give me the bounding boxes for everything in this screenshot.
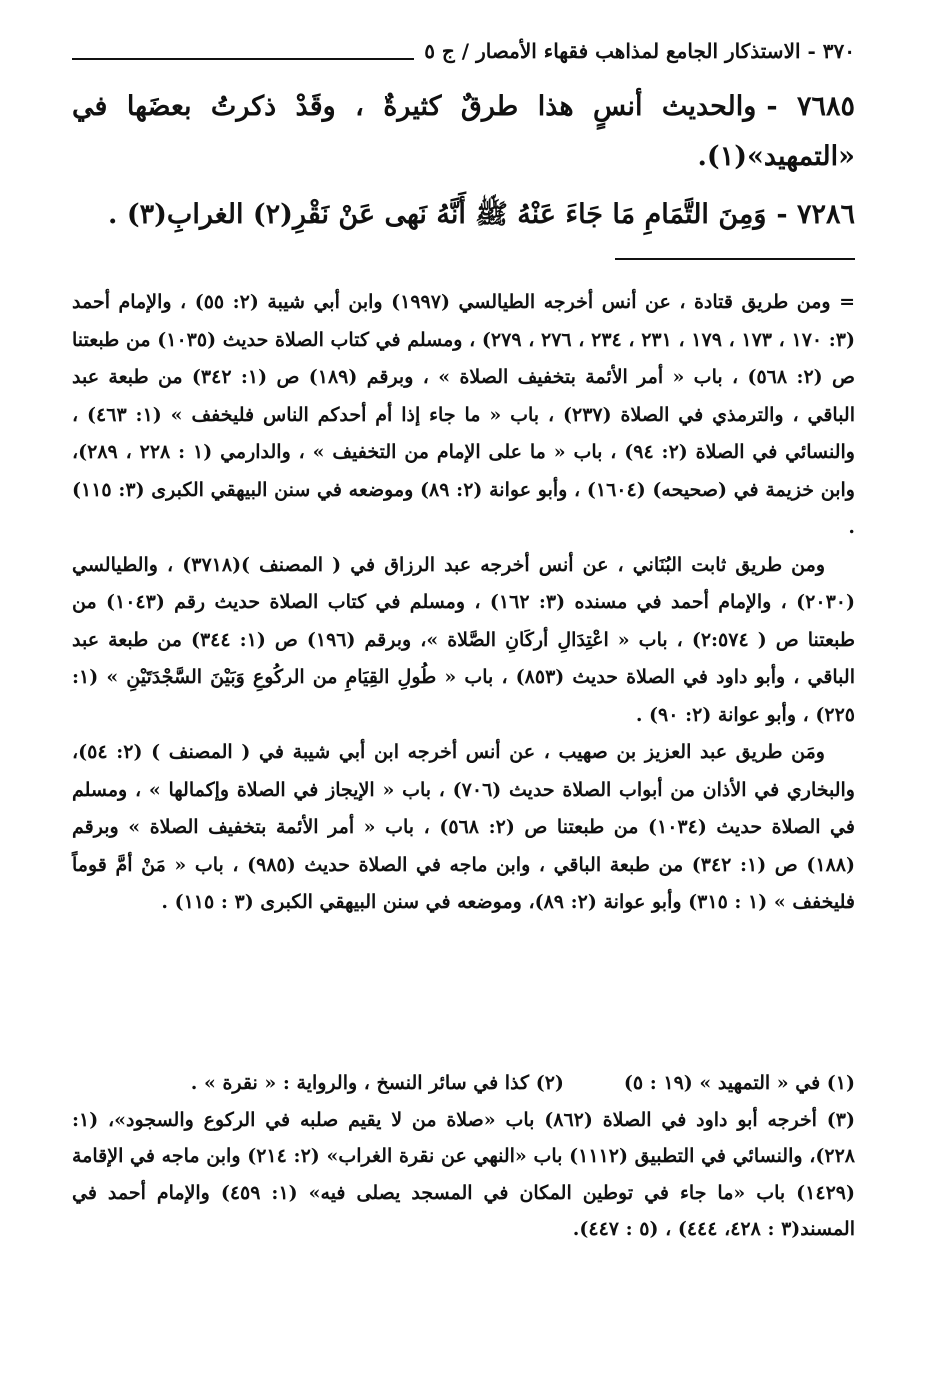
footnotes-block xyxy=(72,1065,855,1248)
paragraph-text: وَمِنَ التَّمَامِ مَا جَاءَ عَنْهُ ﷺ أَنَّهُ نَهى عَنْ نَقْرِ(٢) الغرابِ(٣) . xyxy=(108,199,767,230)
running-head-rule xyxy=(72,58,414,60)
note-paragraph-thabit: ومن طريق ثابت البُنَاني ، عن أنس أخرجه عبد الرزاق في ( المصنف )(٣٧١٨) ، والطيالسي (٢٠٣٠) ، والإمام أحمد في مسنده (٣: ١٦٢) ، ومسلم في كتاب الصلاة حديث رقم (١٠٤٣) من طبعتنا ص ( ٢:٥٧٤) ، باب « اعْتِدَالِ أركَانِ الصَّلاة »، وبرقم (١٩٦) ص (١: ٣٤٤) من طبعة عبد الباقي ، وأبو داود في الصلاة حديث (٨٥٣) ، باب « طُولِ القِيَامِ من الركُوعِ وَبَيْنَ السَّجْدَتَيْنِ » (١: ٢٢٥) ، وأبو عوانة (٢: ٩٠) . xyxy=(72,553,855,726)
main-text xyxy=(72,82,855,248)
footnote-2: (٢) كذا في سائر النسخ ، والرواية : « نقرة » . xyxy=(190,1072,564,1094)
paragraph-number: ٧٢٨٦ - xyxy=(776,199,855,230)
main-paragraph-7286 xyxy=(72,190,855,240)
footnotes-row-1-2 xyxy=(72,1065,855,1102)
notes-divider xyxy=(615,258,855,260)
running-head-text: ٣٧٠ - الاستذكار الجامع لمذاهب فقهاء الأمصار / ج ٥ xyxy=(424,39,855,63)
footnote-3: (٣) أخرجه أبو داود في الصلاة (٨٦٢) باب «صلاة من لا يقيم صلبه في الركوع والسجود»، (١: ٢٢٨)، والنسائي في التطبيق (١١١٢) باب «النهي عن نقرة الغراب» (٢: ٢١٤) وابن ماجه في الإقامة (١٤٢٩) باب «ما جاء في توطين المكان في المسجد يصلى فيه» (١: ٤٥٩) والإمام أحمد في المسند(٣ : ٤٢٨، ٤٤٤) ، (٥ : ٤٤٧). xyxy=(72,1108,856,1240)
paragraph-text: والحديث أنسٍ هذا طرقٌ كثيرةٌ ، وقَدْ ذكرتُ بعضَها في «التمهيد»(١). xyxy=(72,91,855,172)
main-paragraph-7685 xyxy=(72,82,855,182)
paragraph-number: ٧٦٨٥ - xyxy=(766,91,855,122)
running-head xyxy=(72,30,855,70)
note-paragraph-abdulaziz: ومَن طريق عبد العزيز بن صهيب ، عن أنس أخرجه ابن أبي شيبة في ( المصنف ) (٢: ٥٤)، والبخاري في الأذان من أبواب الصلاة حديث (٧٠٦) ، باب « الإيجاز في الصلاة وإكمالها » ، ومسلم في الصلاة حديث (١٠٣٤) من طبعتنا ص (٢: ٥٦٨) ، باب « أمر الأئمة بتخفيف الصلاة » وبرقم (١٨٨) ص (١: ٣٤٢) من طبعة الباقي ، وابن ماجه في الصلاة حديث (٩٨٥) ، باب « مَنْ أمَّ قوماً فليخفف » (١ : ٣١٥) وأبو عوانة (٢: ٨٩)، وموضعه في سنن البيهقي الكبرى (٣ : ١١٥) . xyxy=(72,741,855,913)
note-paragraph-qatada: = ومن طريق قتادة ، عن أنس أخرجه الطيالسي (١٩٩٧) وابن أبي شيبة (٢: ٥٥) ، والإمام أحمد (٣: ١٧٠ ، ١٧٣ ، ١٧٩ ، ٢٣١ ، ٢٣٤ ، ٢٧٦ ، ٢٧٩) ، ومسلم في كتاب الصلاة حديث (١٠٣٥) من طبعتنا ص (٢: ٥٦٨) ، باب « أمر الأئمة بتخفيف الصلاة » ، وبرقم (١٨٩) ص (١: ٣٤٢) من طبعة عبد الباقي ، والترمذي في الصلاة (٢٣٧) ، باب « ما جاء إذا أم أحدكم الناس فليخفف » (١: ٤٦٣) ، والنسائي في الصلاة (٢: ٩٤) ، باب « ما على الإمام من التخفيف » ، والدارمي (١ : ٢٢٨ ، ٢٨٩)، وابن خزيمة في (صحيحه) (١٦٠٤) ، وأبو عوانة (٢: ٨٩) وموضعه في سنن البيهقي الكبرى (٣: ١١٥) . xyxy=(72,291,856,538)
notes-block xyxy=(72,284,855,922)
footnote-1: (١) في « التمهيد » (١٩ : ٥) xyxy=(623,1072,855,1094)
